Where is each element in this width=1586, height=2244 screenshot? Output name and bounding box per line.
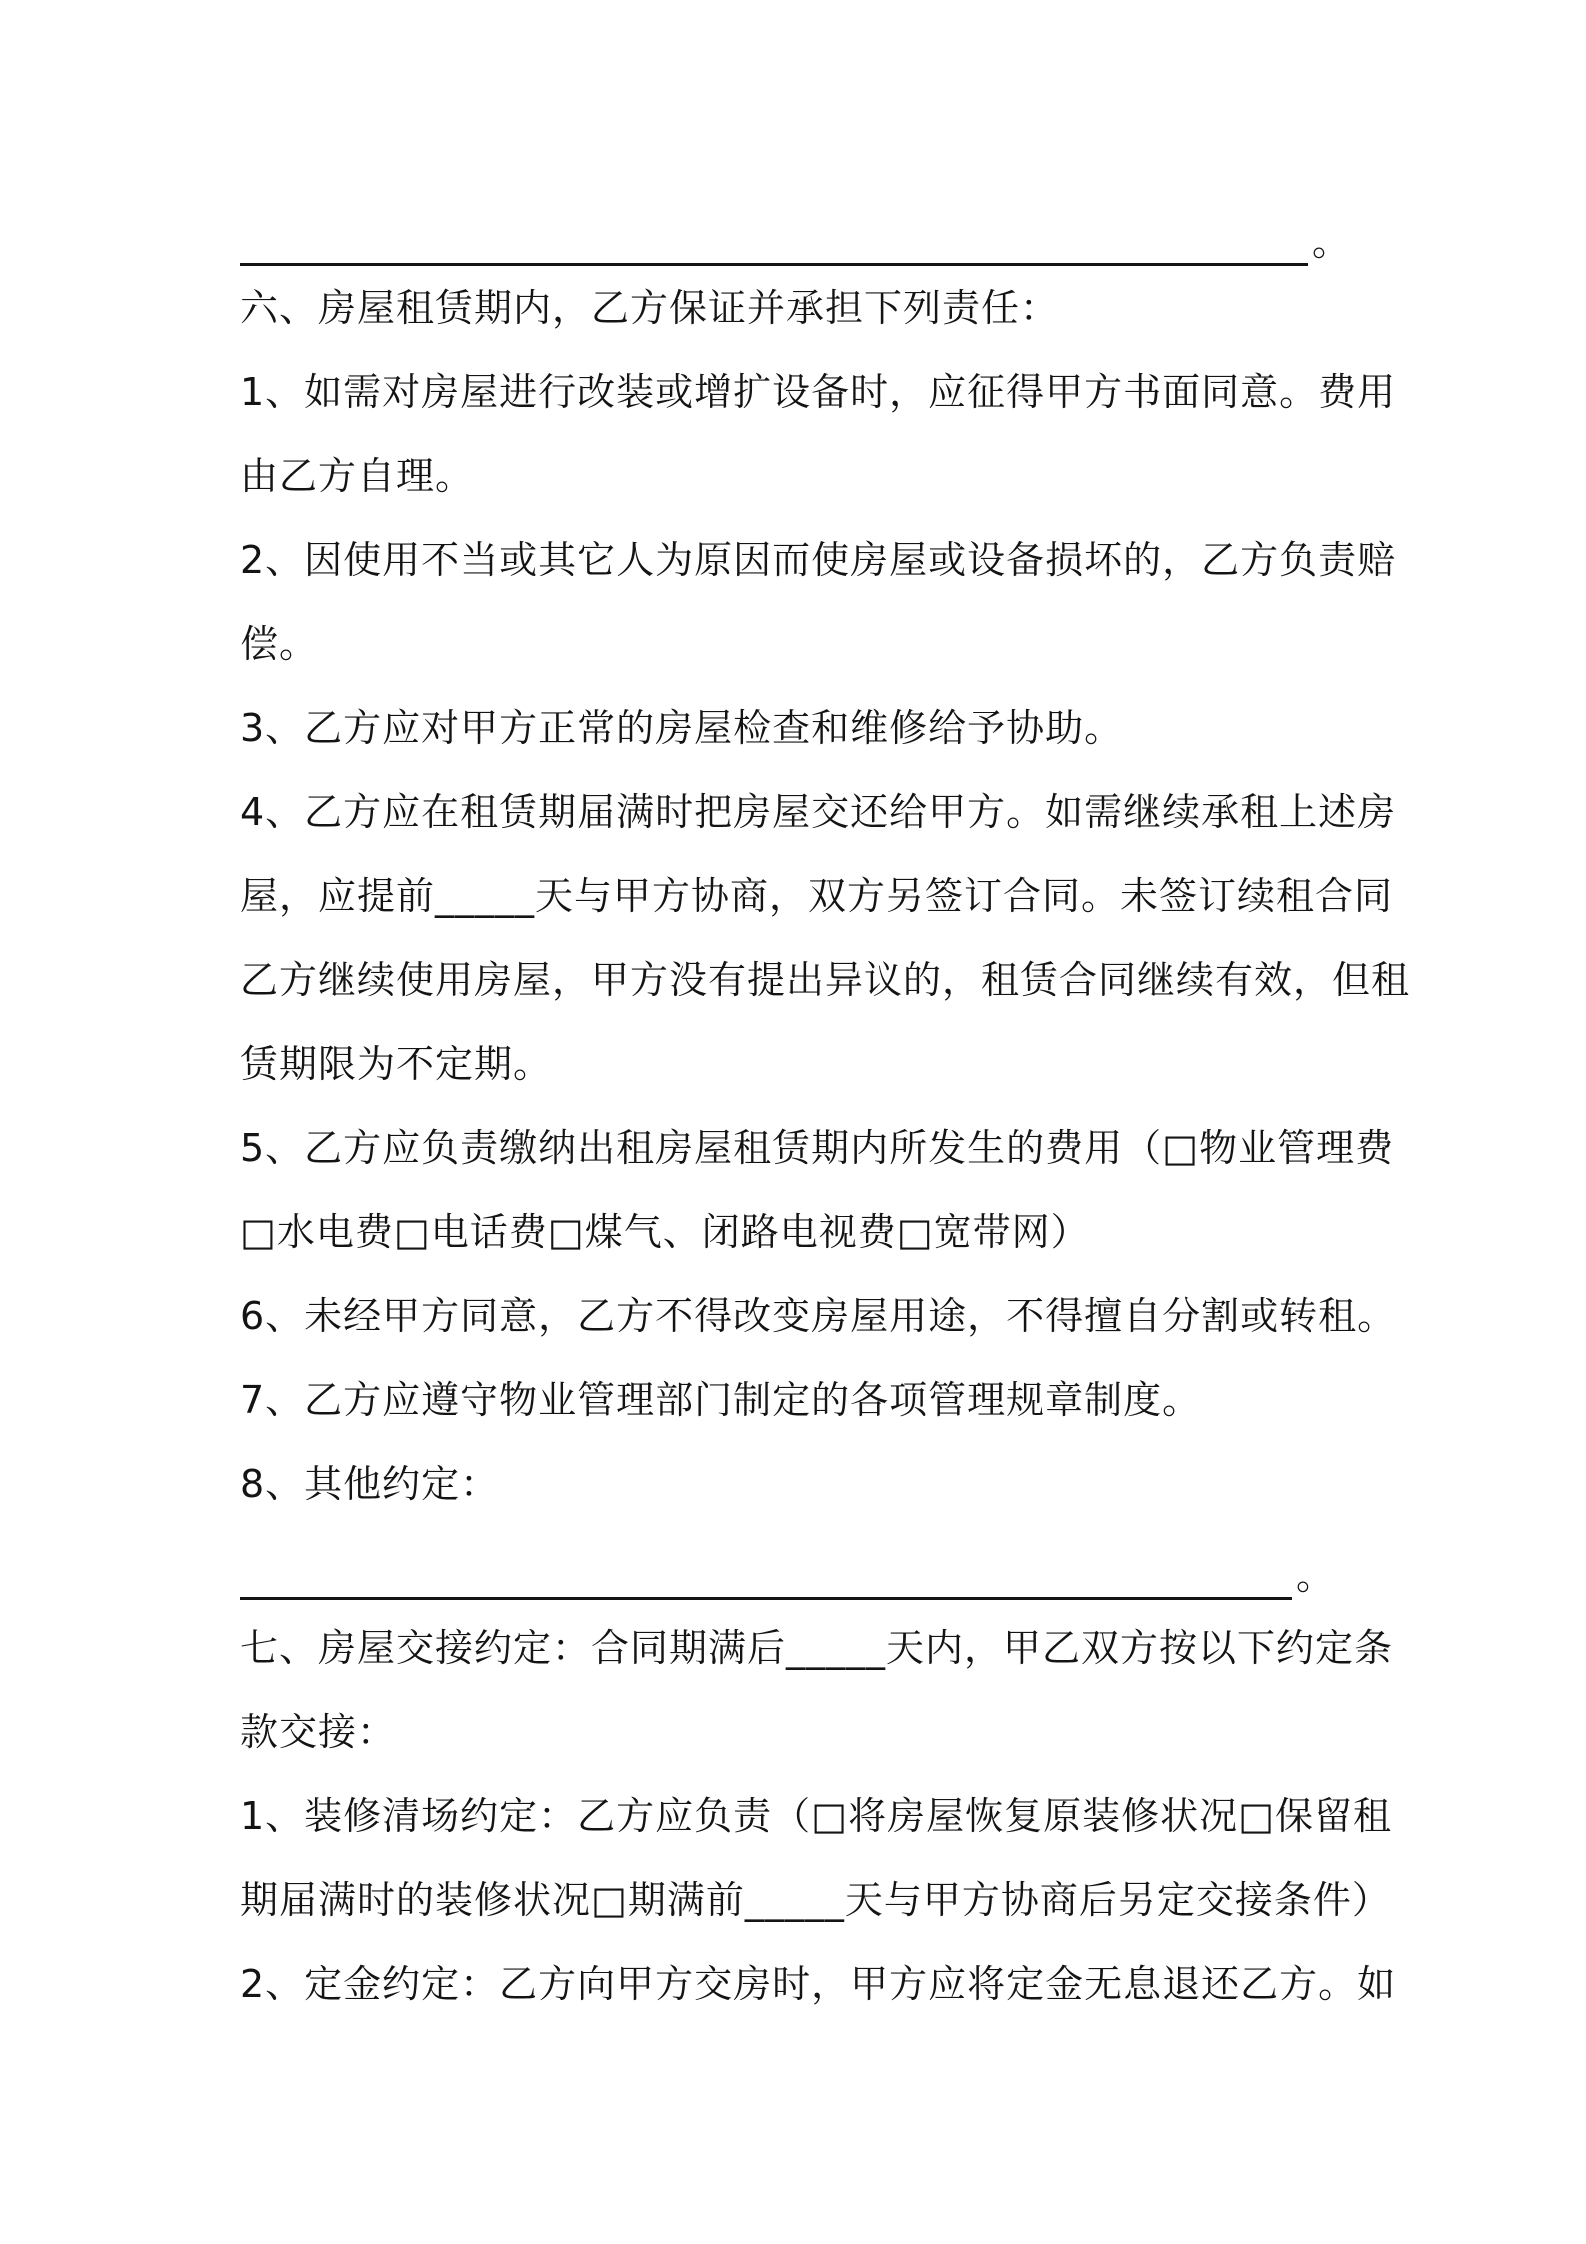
- clause-line: 1、如需对房屋进行改装或增扩设备时，应征得甲方书面同意。费用: [240, 370, 1397, 414]
- section-heading-seven: 七、房屋交接约定：合同期满后_____天内，甲乙双方按以下约定条: [240, 1626, 1394, 1670]
- clause-line: 4、乙方应在租赁期届满时把房屋交还给甲方。如需继续承租上述房: [240, 790, 1397, 834]
- clause-line: 偿。: [240, 622, 319, 666]
- clause-line: 7、乙方应遵守物业管理部门制定的各项管理规章制度。: [240, 1378, 1202, 1422]
- clause-line: 1、装修清场约定：乙方应负责（□将房屋恢复原装修状况□保留租: [240, 1794, 1392, 1838]
- clause-line: 期届满时的装修状况□期满前_____天与甲方协商后另定交接条件）: [240, 1878, 1391, 1922]
- period-mark: 。: [1296, 1554, 1335, 1598]
- clause-line: 款交接：: [240, 1710, 397, 1754]
- clause-line: 屋，应提前_____天与甲方协商，双方另签订合同。未签订续租合同: [240, 874, 1394, 918]
- clause-line: 乙方继续使用房屋，甲方没有提出异议的，租赁合同继续有效，但租: [240, 958, 1411, 1002]
- clause-line: 由乙方自理。: [240, 454, 475, 498]
- clause-line: 2、定金约定：乙方向甲方交房时，甲方应将定金无息退还乙方。如: [240, 1962, 1397, 2006]
- fill-in-blank-line: [240, 218, 1350, 266]
- clause-line: 3、乙方应对甲方正常的房屋检查和维修给予协助。: [240, 706, 1124, 750]
- period-mark: 。: [1312, 220, 1351, 264]
- clause-line: 8、其他约定：: [240, 1462, 500, 1506]
- blank-underline: [240, 229, 1308, 266]
- fill-in-blank-line: [240, 1552, 1334, 1600]
- clause-line: □水电费□电话费□煤气、闭路电视费□宽带网）: [240, 1210, 1090, 1254]
- clause-line: 2、因使用不当或其它人为原因而使房屋或设备损坏的，乙方负责赔: [240, 538, 1397, 582]
- blank-underline: [240, 1563, 1292, 1600]
- clause-line: 6、未经甲方同意，乙方不得改变房屋用途，不得擅自分割或转租。: [240, 1294, 1397, 1338]
- clause-line: 5、乙方应负责缴纳出租房屋租赁期内所发生的费用（□物业管理费: [240, 1126, 1395, 1170]
- clause-line: 赁期限为不定期。: [240, 1042, 553, 1086]
- section-heading-six: 六、房屋租赁期内，乙方保证并承担下列责任：: [240, 286, 1060, 330]
